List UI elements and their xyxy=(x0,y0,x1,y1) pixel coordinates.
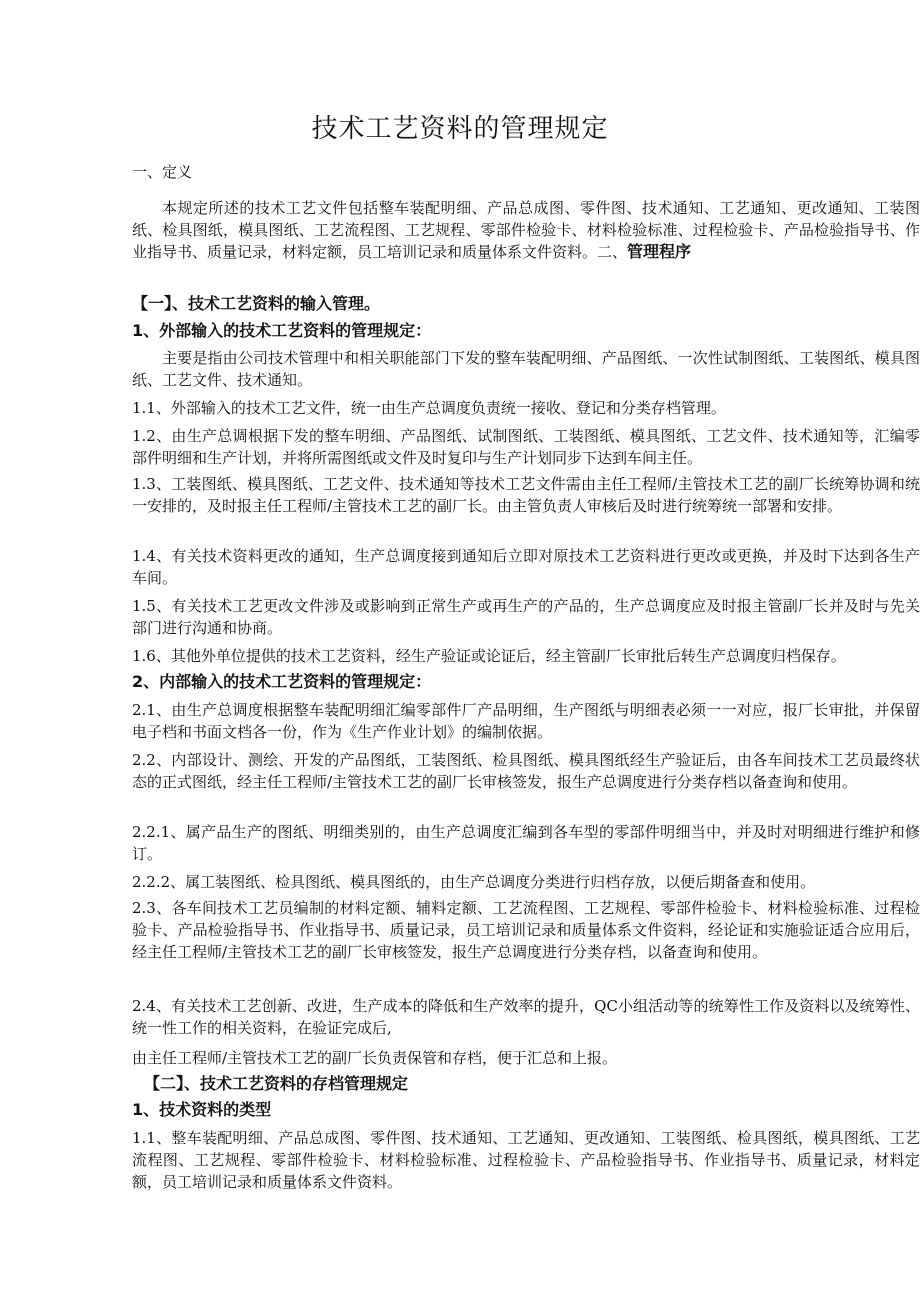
document-title: 技术工艺资料的管理规定 xyxy=(311,114,609,144)
external-input-intro: 主要是指由公司技术管理中和相关职能部门下发的整车装配明细、产品图纸、一次性试制图纸、工装图纸、模具图纸、工艺文件、技术通知。 xyxy=(132,349,920,389)
section-definition-heading: 一、定义 xyxy=(132,163,193,181)
clause-2-2-2: 2.2.2、属工装图纸、检具图纸、模具图纸的，由生产总调度分类进行归档存放，以便后期备查和使用。 xyxy=(132,873,816,891)
clause-2-4: 2.4、有关技术工艺创新、改进，生产成本的降低和生产效率的提升，QC小组活动等的统筹性工作及资料以及统筹性、统一性工作的相关资料，在验证完成后, xyxy=(132,997,920,1037)
clause-1-5: 1.5、有关技术工艺更改文件涉及或影响到正常生产或再生产的产品的，生产总调度应及时报主管副厂长并及时与先关部门进行沟通和协商。 xyxy=(132,597,920,637)
clause-2-3: 2.3、各车间技术工艺员编制的材料定额、辅料定额、工艺流程图、工艺规程、零部件检验卡、材料检验标准、过程检验卡、产品检验指导书、作业指导书、质量记录，员工培训记录和质量体系文件资料，经论证和实施验证适合应用后，经主任工程师/主管技术工艺的副厂长审核签发，报生产总调度进行分类存档，以备查询和使用。 xyxy=(132,899,920,961)
section-procedure-heading: 管理程序 xyxy=(627,242,692,261)
clause-2-1: 2.1、由生产总调度根据整车装配明细汇编零部件厂产品明细，生产图纸与明细表必须一一对应，报厂长审批，并保留电子档和书面文档各一份，作为《生产作业计划》的编制依据。 xyxy=(132,701,920,741)
clause-1-3: 1.3、工装图纸、模具图纸、工艺文件、技术通知等技术工艺文件需由主任工程师/主管技术工艺的副厂长统筹协调和统一安排的，及时报主任工程师/主管技术工艺的副厂长。由主管负责人审核后及时进行统筹统一部署和安排。 xyxy=(132,475,920,515)
clause-2-2-1: 2.2.1、属产品生产的图纸、明细类别的，由生产总调度汇编到各车型的零部件明细当中，并及时对明细进行维护和修订。 xyxy=(132,823,920,863)
clause-1-1: 1.1、外部输入的技术工艺文件，统一由生产总调度负责统一接收、登记和分类存档管理。 xyxy=(132,399,726,417)
external-input-heading: 1、外部输入的技术工艺资料的管理规定： xyxy=(132,321,432,340)
clause-2-4-continuation: 由主任工程师/主管技术工艺的副厂长负责保管和存档，便于汇总和上报。 xyxy=(132,1049,618,1067)
clause-1-4: 1.4、有关技术资料更改的通知，生产总调度接到通知后立即对原技术工艺资料进行更改或更换，并及时下达到各生产车间。 xyxy=(132,547,920,587)
types-heading: 1、技术资料的类型 xyxy=(132,1100,272,1119)
clause-1-6: 1.6、其他外单位提供的技术工艺资料，经生产验证或论证后，经主管副厂长审批后转生产总调度归档保存。 xyxy=(132,647,846,665)
internal-input-heading: 2、内部输入的技术工艺资料的管理规定： xyxy=(132,672,432,691)
definition-paragraph xyxy=(132,197,920,263)
clause-1-2: 1.2、由生产总调根据下发的整车明细、产品图纸、试制图纸、工装图纸、模具图纸、工艺文件、技术通知等，汇编零部件明细和生产计划，并将所需图纸或文件及时复印与生产计划同步下达到车间主任。 xyxy=(132,427,920,467)
types-clause-1-1: 1.1、整车装配明细、产品总成图、零件图、技术通知、工艺通知、更改通知、工装图纸、检具图纸，模具图纸、工艺流程图、工艺规程、零部件检验卡、材料检验标准、过程检验卡、产品检验指导书、作业指导书、质量记录，材料定额，员工培训记录和质量体系文件资料。 xyxy=(132,1129,920,1191)
definition-body: 本规定所述的技术工艺文件包括整车装配明细、产品总成图、零件图、技术通知、工艺通知、更改通知、工装图纸、检具图纸，模具图纸、工艺流程图、工艺规程、零部件检验卡、材料检验标准、过程检验卡、产品检验指导书、作业指导书、质量记录，材料定额，员工培训记录和质量体系文件资料。二、 xyxy=(132,199,920,261)
part-two-heading: 【二】、技术工艺资料的存档管理规定 xyxy=(144,1074,409,1093)
clause-2-2: 2.2、内部设计、测绘、开发的产品图纸，工装图纸、检具图纸、模具图纸经生产验证后，由各车间技术工艺员最终状态的正式图纸，经主任工程师/主管技术工艺的副厂长审核签发，报生产总调度进行分类存档以备查询和使用。 xyxy=(132,751,920,791)
part-one-heading: 【一】、技术工艺资料的输入管理。 xyxy=(132,294,381,313)
